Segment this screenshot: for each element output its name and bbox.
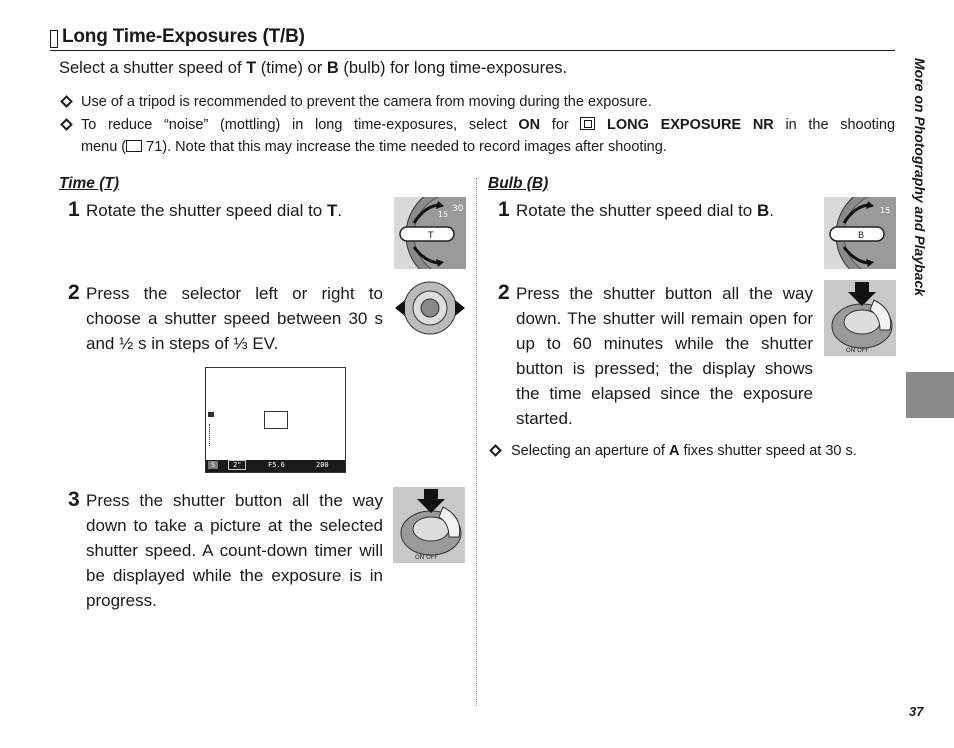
page-number: 37 — [909, 704, 924, 719]
svg-text:T: T — [428, 231, 434, 241]
shutter-dial-t-illustration — [394, 197, 466, 269]
intro-text: Select a shutter speed of T (time) or B (bulb) for long time-exposures. — [59, 59, 568, 77]
time-step2-text: Press the selector left or right to choose a shutter speed between 30 s and ½ s in steps of ⅓ EV. — [86, 284, 383, 353]
sidebar-chapter-label: More on Photography and Playback — [912, 58, 928, 297]
svg-text:30: 30 — [452, 204, 464, 214]
note-aperture: Selecting an aperture of A fixes shutter speed at 30 s. — [491, 440, 901, 462]
shutter-button-illustration — [393, 487, 465, 563]
selector-illustration — [393, 280, 467, 336]
chapter-tab — [906, 372, 954, 418]
focus-frame — [264, 411, 288, 429]
note-icon — [60, 95, 73, 108]
lcd-mode: S — [208, 461, 218, 469]
note-icon — [60, 118, 73, 131]
note-tripod: Use of a tripod is recommended to prevent the camera from moving during the exposure. — [62, 91, 897, 113]
shooting-menu-icon — [580, 117, 595, 130]
time-step3-text: Press the shutter button all the way down to take a picture at the selected shutter speed. A count-down timer will be displayed while the exposure is in progress. — [86, 491, 383, 610]
svg-text:ON OFF: ON OFF — [846, 347, 869, 354]
lcd-info-bar — [206, 460, 345, 472]
section-title: Long Time-Exposures (T/B) — [62, 26, 305, 47]
time-step1-number: 1 — [68, 198, 80, 221]
time-step1-text: Rotate the shutter speed dial to T. — [86, 201, 343, 220]
lcd-shutter: 2" — [228, 460, 246, 470]
svg-text:ON OFF: ON OFF — [415, 554, 438, 561]
time-step3-number: 3 — [68, 488, 80, 511]
shutter-dial-b-illustration — [824, 197, 896, 269]
time-step2-number: 2 — [68, 281, 80, 304]
bulb-step2-text: Press the shutter button all the way down. The shutter will remain open for up to 60 minutes while the shutter button is pressed; the display shows the time elapsed since the exposure started. — [516, 284, 813, 428]
note-noise: To reduce “noise” (mottling) in long time-exposures, select ON for LONG EXPOSURE NR in the shooting menu ( 71). Note that this may increase the time needed to record images after shooting. — [62, 114, 895, 158]
note-icon — [489, 444, 502, 457]
svg-text:B: B — [858, 231, 865, 241]
svg-text:15: 15 — [880, 206, 891, 215]
bulb-step2-number: 2 — [498, 281, 510, 304]
bulb-step1-text: Rotate the shutter speed dial to B. — [516, 201, 775, 220]
book-icon — [126, 140, 142, 152]
svg-text:15: 15 — [438, 210, 449, 219]
bulb-step1-number: 1 — [498, 198, 510, 221]
lcd-iso: 200 — [316, 461, 329, 469]
shutter-button-illustration-bulb — [824, 280, 896, 356]
heading-marker — [50, 30, 58, 48]
column-divider — [476, 178, 477, 706]
bulb-heading: Bulb (B) — [488, 175, 549, 192]
exposure-scale — [209, 424, 212, 446]
lcd-aperture: F5.6 — [268, 461, 285, 469]
battery-icon — [208, 412, 214, 417]
time-heading: Time (T) — [59, 175, 119, 192]
lcd-display — [205, 367, 346, 473]
